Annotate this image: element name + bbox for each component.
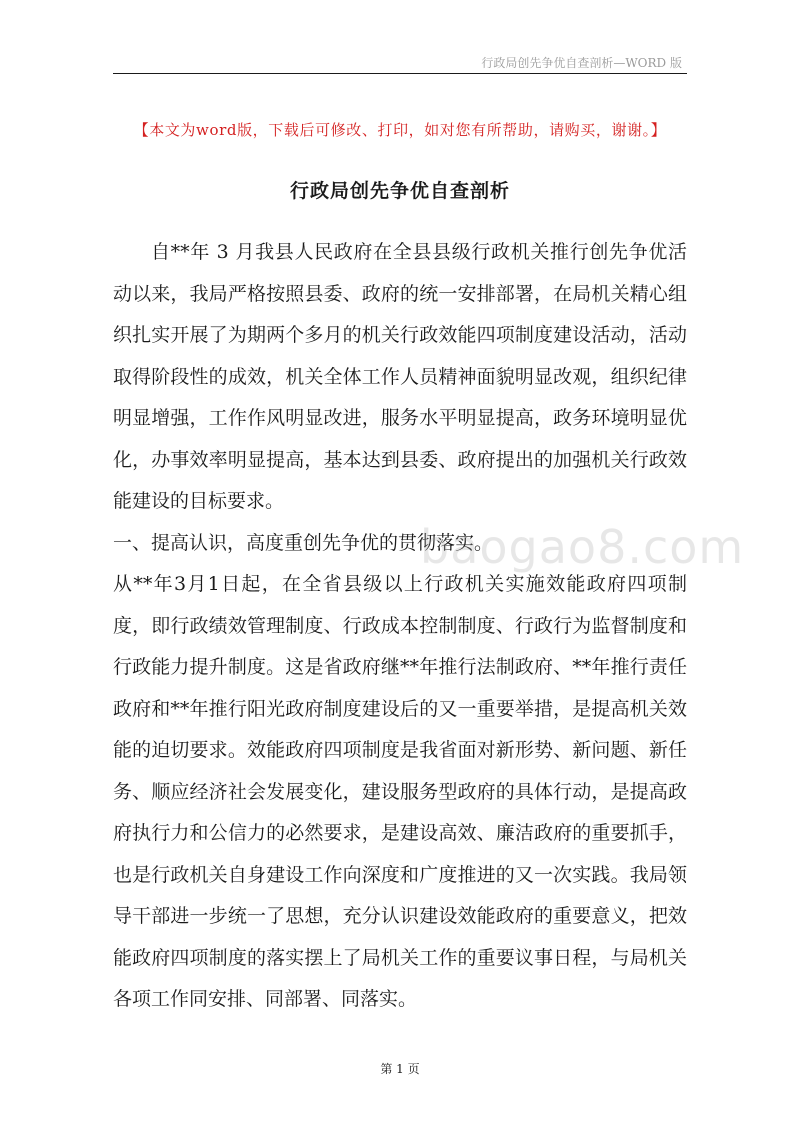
- body-paragraph-intro: 自**年 3 月我县人民政府在全县县级行政机关推行创先争优活动以来，我局严格按照县委、政府的统一安排部署，在局机关精心组织扎实开展了为期两个多月的机关行政效能四项制度建设活动，活动取得阶段性的成效，机关全体工作人员精神面貌明显改观，组织纪律明显增强，工作作风明显改进，服务水平明显提高，政务环境明显优化，办事效率明显提高，基本达到县委、政府提出的加强机关行政效能建设的目标要求。: [113, 241, 687, 512]
- body-paragraph-section-1: 从**年3月1日起，在全省县级以上行政机关实施效能政府四项制度，即行政绩效管理制度、行政成本控制制度、行政行为监督制度和行政能力提升制度。这是省政府继**年推行法制政府、**年推行责任政府和**年推行阳光政府制度建设后的又一重要举措，是提高机关效能的迫切要求。效能政府四项制度是我省面对新形势、新问题、新任务、顺应经济社会发展变化，建设服务型政府的具体行动，是提高政府执行力和公信力的必然要求，是建设高效、廉洁政府的重要抓手，也是行政机关自身建设工作向深度和广度推进的又一次实践。我局领导干部进一步统一了思想，充分认识建设效能政府的重要意义，把效能政府四项制度的落实摆上了局机关工作的重要议事日程，与局机关各项工作同安排、同部署、同落实。: [113, 573, 687, 1010]
- document-body: [113, 232, 687, 1021]
- running-header: 行政局创先争优自查剖析—WORD 版: [481, 56, 682, 70]
- watermark: baogao8.com: [420, 520, 745, 574]
- document-title: 行政局创先争优自查剖析: [289, 180, 510, 202]
- page-number: 第 1 页: [380, 1062, 420, 1076]
- header-rule: [113, 73, 687, 74]
- purchase-notice: 【本文为word版，下载后可修改、打印，如对您有所帮助，请购买，谢谢。】: [133, 121, 667, 139]
- section-heading-1: 一、提高认识，高度重创先争优的贯彻落实。: [113, 531, 494, 554]
